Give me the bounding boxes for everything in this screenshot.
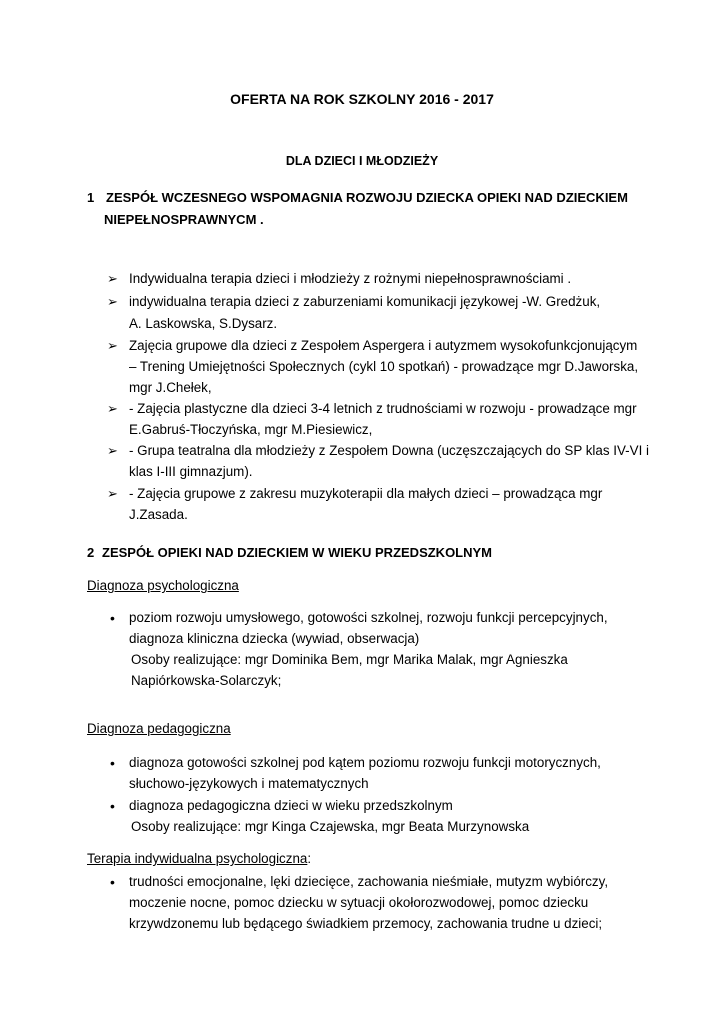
arrow-bullet-icon: ➢ bbox=[107, 338, 118, 353]
diag-ped-item-2-line-1: diagnoza pedagogiczna dzieci w wieku przedszkolnym bbox=[129, 798, 453, 813]
bullet-icon: • bbox=[110, 874, 115, 890]
document-subtitle: DLA DZIECI I MŁODZIEŻY bbox=[285, 154, 439, 168]
arrow-bullet-icon: ➢ bbox=[107, 271, 118, 286]
section1-item-5-line-2: klas I-III gimnazjum). bbox=[129, 464, 253, 479]
diag-psych-persons-line-1: Osoby realizujące: mgr Dominika Bem, mgr Marika Malak, mgr Agnieszka bbox=[131, 652, 568, 667]
section1-item-5-line-1: - Grupa teatralna dla młodzieży z Zespołem Downa (uczęszczających do SP klas IV-VI i bbox=[129, 443, 649, 458]
section1-item-4-line-2: E.Gabruś-Tłoczyńska, mgr M.Piesiewicz, bbox=[129, 422, 373, 437]
diag-psych-item-line-2: diagnoza kliniczna dziecka (wywiad, obserwacja) bbox=[129, 631, 420, 646]
arrow-bullet-icon: ➢ bbox=[107, 486, 118, 501]
diag-psych-item-line-1 bbox=[129, 607, 637, 629]
bullet-icon: • bbox=[110, 610, 115, 626]
section1-heading-line2: NIEPEŁNOSPRAWNYCM . bbox=[104, 212, 264, 227]
therapy-line-3: krzywdzonemu lub będącego świadkiem przemocy, zachowania trudne u dzieci; bbox=[129, 916, 603, 931]
section2-heading: ZESPÓŁ OPIEKI NAD DZIECKIEM W WIEKU PRZEDSZKOLNYM bbox=[102, 545, 493, 560]
section2-number: 2 bbox=[87, 545, 95, 560]
diag-ped-item-1-line-1: diagnoza gotowości szkolnej pod kątem poziomu rozwoju funkcji motorycznych, bbox=[129, 755, 601, 770]
diag-ped-heading: Diagnoza pedagogiczna bbox=[87, 721, 231, 736]
diag-psych-persons-line-2: Napiórkowska-Solarczyk; bbox=[131, 673, 282, 688]
document-title: OFERTA NA ROK SZKOLNY 2016 - 2017 bbox=[230, 91, 494, 107]
diag-ped-item-1-line-2: słuchowo-językowych i matematycznych bbox=[129, 776, 369, 791]
section1-item-3-line-2: – Trening Umiejętności Społecznych (cykl 10 spotkań) - prowadzące mgr D.Jaworska, bbox=[129, 359, 639, 374]
therapy-heading-row bbox=[87, 848, 311, 870]
therapy-heading: Terapia indywidualna psychologiczna bbox=[87, 851, 308, 866]
therapy-line-2: moczenie nocne, pomoc dziecku w sytuacji okołorozwodowej, pomoc dziecku bbox=[129, 895, 589, 910]
section1-item-6-line-2: J.Zasada. bbox=[129, 507, 188, 522]
diag-ped-persons: Osoby realizujące: mgr Kinga Czajewska, mgr Beata Murzynowska bbox=[131, 819, 530, 834]
section1-item-3-line-1: Zajęcia grupowe dla dzieci z Zespołem Aspergera i autyzmem wysokofunkcjonującym bbox=[129, 338, 638, 353]
therapy-line-1: trudności emocjonalne, lęki dziecięce, zachowania nieśmiałe, mutyzm wybiórczy, bbox=[129, 874, 609, 889]
arrow-bullet-icon: ➢ bbox=[107, 443, 118, 458]
arrow-bullet-icon: ➢ bbox=[107, 294, 118, 309]
arrow-bullet-icon: ➢ bbox=[107, 401, 118, 416]
section1-item-2-line-2: A. Laskowska, S.Dysarz. bbox=[129, 316, 278, 331]
section1-heading-line1: ZESPÓŁ WCZESNEGO WSPOMAGNIA ROZWOJU DZIECKA OPIEKI NAD DZIECKIEM bbox=[106, 190, 628, 205]
section1-item-2-line-1: indywidualna terapia dzieci z zaburzeniami komunikacji językowej -W. Gredżuk, bbox=[129, 294, 601, 309]
section1-item-3-line-3: mgr J.Chełek, bbox=[129, 380, 212, 395]
section1-item-6-line-1: - Zajęcia grupowe z zakresu muzykoterapii dla małych dzieci – prowadząca mgr bbox=[129, 486, 603, 501]
diag-psych-heading: Diagnoza psychologiczna bbox=[87, 578, 239, 593]
bullet-icon: • bbox=[110, 755, 115, 771]
bullet-icon: • bbox=[110, 798, 115, 814]
section1-item-1-line-1: Indywidualna terapia dzieci i młodzieży z rożnymi niepełnosprawnościami . bbox=[129, 271, 572, 286]
diag-psych-item-line-1-text: poziom rozwoju umysłowego, gotowości szkolnej, rozwoju funkcji percepcyjnych, bbox=[129, 610, 608, 625]
therapy-heading-suffix: : bbox=[307, 851, 312, 866]
section1-item-4-line-1: - Zajęcia plastyczne dla dzieci 3-4 letnich z trudnościami w rozwoju - prowadzące mgr bbox=[129, 401, 637, 416]
section1-number: 1 bbox=[87, 190, 95, 205]
